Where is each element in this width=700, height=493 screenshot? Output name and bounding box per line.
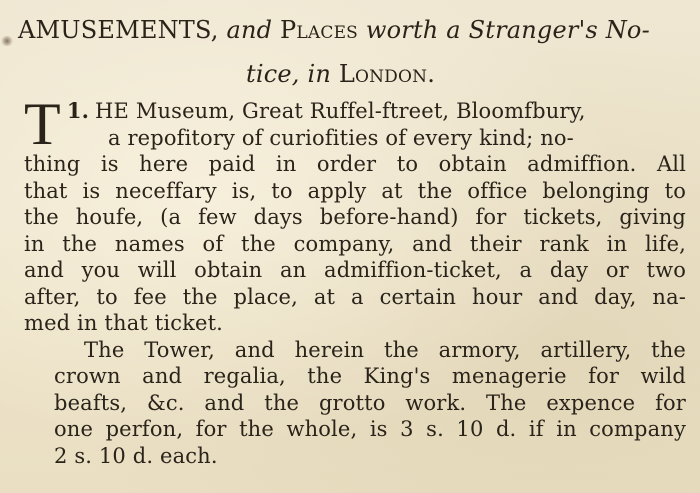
- entry-museum-line-4: that is neceffary is, to apply at the office belonging to: [24, 178, 686, 203]
- heading-worth-stranger: worth a Stranger's No-: [365, 16, 650, 44]
- entry-museum-text-1: HE Museum, Great Ruffel-ftreet, Bloomfbury,: [95, 99, 586, 123]
- page-body: [24, 91, 686, 469]
- page-heading: [18, 8, 688, 96]
- entry-museum-line-6: in the names of the company, and their rank in life,: [24, 231, 686, 256]
- entry-number: 1.: [66, 98, 90, 123]
- heading-tice: tice,: [246, 60, 300, 88]
- heading-line-1: [18, 8, 688, 52]
- entry-museum-line-5: the houfe, (a few days before-hand) for tickets, giving: [24, 205, 686, 229]
- heading-places: Places: [280, 16, 359, 44]
- entry-tower-line-1: The Tower, and herein the armory, artillery, the: [84, 337, 686, 362]
- entry-tower-line-5: 2 s. 10 d. each.: [54, 443, 218, 468]
- entry-tower-line-4: one perfon, for the whole, is 3 s. 10 d. if in company: [54, 417, 686, 441]
- heading-and: and: [226, 16, 273, 44]
- heading-line-2: [18, 52, 688, 96]
- entry-tower-line-3: beafts, &c. and the grotto work. The expence for: [54, 390, 686, 415]
- entry-museum-line-8: after, to fee the place, at a certain hour and day, na-: [24, 284, 686, 309]
- heading-amusements: AMUSEMENTS,: [18, 16, 219, 44]
- heading-in: in: [307, 60, 331, 88]
- ink-smear: [0, 36, 14, 46]
- entry-tower-line-2: crown and regalia, the King's menagerie for wild: [54, 364, 686, 388]
- entry-museum-line-3: thing is here paid in order to obtain admiffion. All: [24, 152, 686, 176]
- entry-tower: [24, 337, 686, 470]
- drop-cap: T: [24, 91, 61, 157]
- heading-london: London.: [338, 60, 436, 88]
- entry-museum-line-9: med in that ticket.: [24, 311, 224, 335]
- entry-museum: [24, 91, 686, 337]
- entry-museum-line-2: a repofitory of curiofities of every kind; no-: [108, 125, 574, 150]
- entry-museum-line-7: and you will obtain an admiffion-ticket, a day or two: [24, 258, 686, 282]
